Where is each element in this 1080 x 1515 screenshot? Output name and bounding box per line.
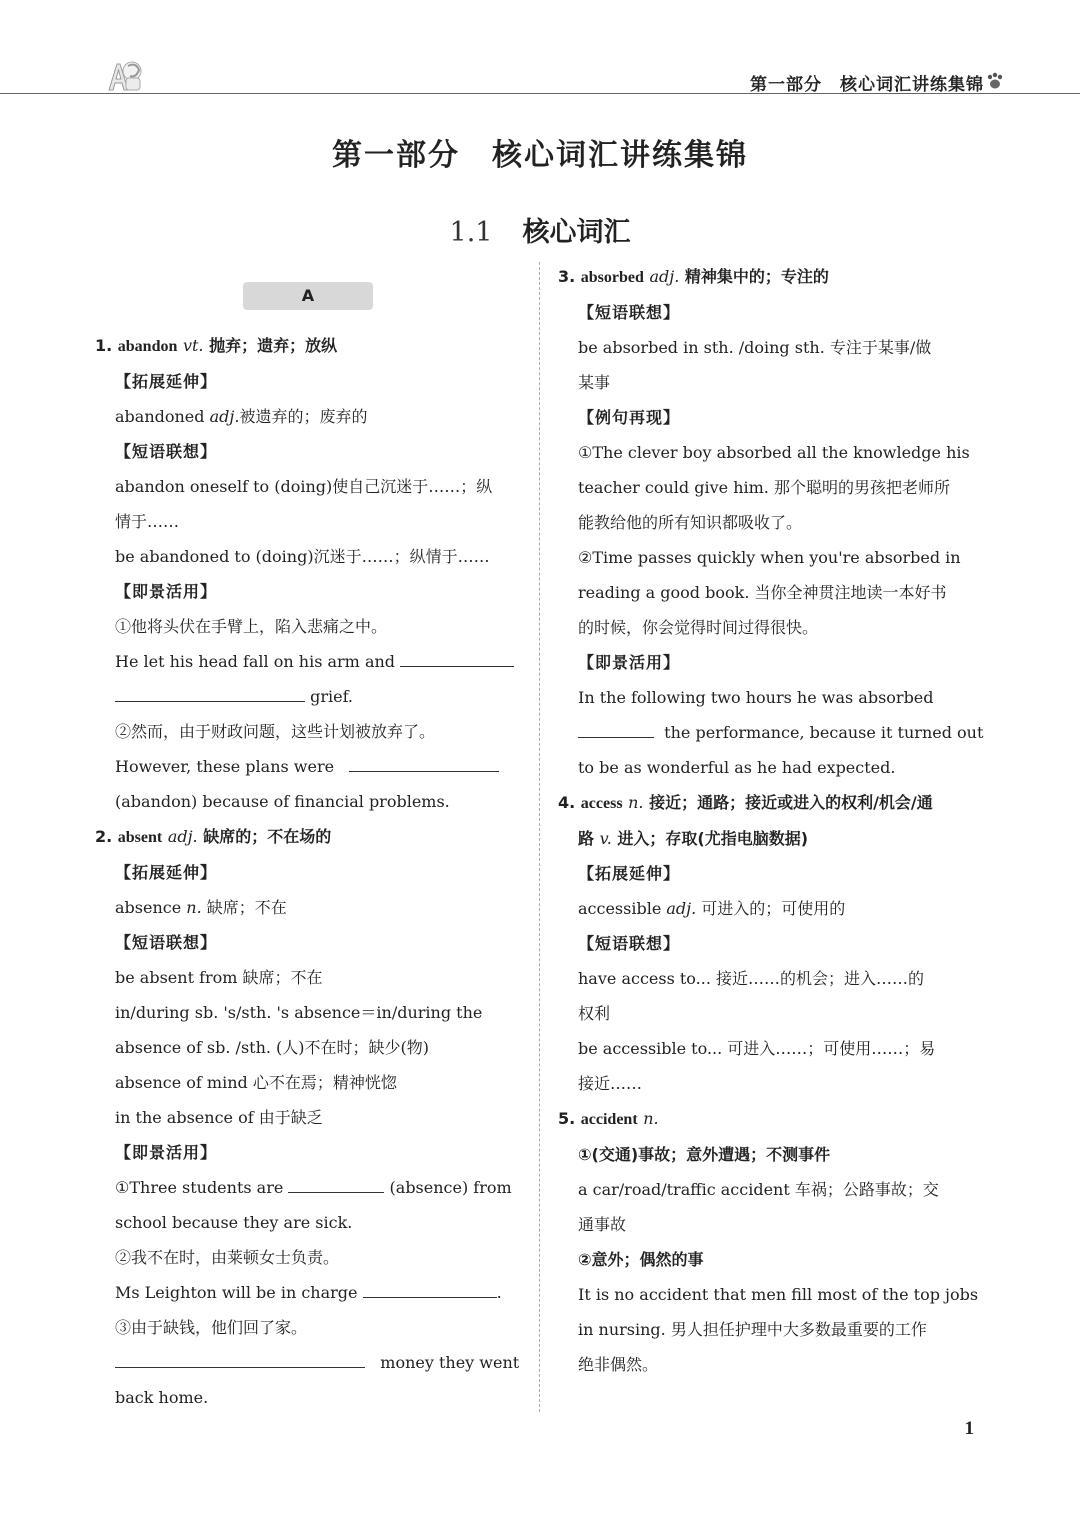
text-line: have access to... 接近……的机会；进入……的 bbox=[578, 969, 925, 988]
text-line: ③由于缺钱，他们回了家。 bbox=[115, 1318, 308, 1337]
header-rule bbox=[0, 93, 1080, 94]
text-line: to be as wonderful as he had expected. bbox=[578, 758, 896, 777]
meaning-line: ①(交通)事故；意外遭遇；不测事件 bbox=[578, 1145, 831, 1164]
entry-heading: 5. accident n. bbox=[558, 1109, 659, 1128]
label-practice: 【即景活用】 bbox=[578, 653, 681, 672]
label-extension: 【拓展延伸】 bbox=[115, 863, 218, 882]
text-line: 绝非偶然。 bbox=[578, 1355, 659, 1374]
exercise-line: However, these plans were bbox=[95, 749, 521, 784]
running-header: 第一部分 核心词汇讲练集锦 bbox=[750, 75, 984, 95]
page-header bbox=[0, 0, 1080, 96]
text-line: a car/road/traffic accident 车祸；公路事故；交 bbox=[578, 1180, 939, 1199]
text-line: 通事故 bbox=[578, 1215, 627, 1234]
text-line: in/during sb. 's/sth. 's absence＝in/during the bbox=[115, 1003, 483, 1022]
label-examples: 【例句再现】 bbox=[578, 408, 681, 427]
label-extension: 【拓展延伸】 bbox=[115, 372, 218, 391]
text-line: teacher could give him. 那个聪明的男孩把老师所 bbox=[578, 478, 950, 497]
meaning-line: ②意外；偶然的事 bbox=[578, 1250, 704, 1269]
text-line: be absorbed in sth. /doing sth. 专注于某事/做 bbox=[578, 338, 932, 357]
entry-heading-cont: 路 v. 进入；存取(尤指电脑数据) bbox=[578, 829, 809, 848]
label-phrases: 【短语联想】 bbox=[578, 303, 681, 322]
section-number: 1.1 bbox=[449, 217, 493, 248]
column-divider bbox=[539, 262, 540, 1412]
text-line: abandoned adj.被遗弃的；废弃的 bbox=[115, 407, 368, 426]
answer-blank[interactable] bbox=[349, 751, 499, 772]
entry-heading: 2. absent adj. 缺席的；不在场的 bbox=[95, 827, 332, 846]
answer-blank[interactable] bbox=[288, 1172, 384, 1193]
left-column bbox=[95, 262, 521, 1415]
exercise-line: the performance, because it turned out bbox=[558, 715, 986, 750]
text-line: accessible adj. 可进入的；可使用的 bbox=[578, 899, 846, 918]
text-line: 接近…… bbox=[578, 1074, 643, 1093]
text-line: 情于…… bbox=[115, 512, 180, 531]
text-line: 能教给他的所有知识都吸收了。 bbox=[578, 513, 803, 532]
text-line: absence of sb. /sth. (人)不在时；缺少(物) bbox=[115, 1038, 430, 1057]
section-name: 核心词汇 bbox=[522, 217, 631, 248]
answer-blank[interactable] bbox=[400, 646, 514, 667]
text-line: 的时候，你会觉得时间过得很快。 bbox=[578, 618, 819, 637]
entry-heading: 3. absorbed adj. 精神集中的；专注的 bbox=[558, 267, 829, 286]
text-line: absence n. 缺席；不在 bbox=[115, 898, 287, 917]
entry-heading: 1. abandon vt. 抛弃；遗弃；放纵 bbox=[95, 336, 338, 355]
text-line: back home. bbox=[115, 1388, 209, 1407]
label-extension: 【拓展延伸】 bbox=[578, 864, 681, 883]
exercise-line: He let his head fall on his arm and bbox=[95, 644, 521, 679]
label-phrases: 【短语联想】 bbox=[115, 442, 218, 461]
text-line: reading a good book. 当你全神贯注地读一本好书 bbox=[578, 583, 947, 602]
answer-blank[interactable] bbox=[363, 1277, 497, 1298]
abc-logo-icon bbox=[106, 58, 144, 92]
page-number: 1 bbox=[964, 1418, 974, 1439]
part-name: 核心词汇讲练集锦 bbox=[492, 138, 748, 173]
part-label: 第一部分 bbox=[332, 138, 460, 173]
text-line: in nursing. 男人担任护理中大多数最重要的工作 bbox=[578, 1320, 927, 1339]
answer-blank[interactable] bbox=[115, 681, 305, 702]
text-line: in the absence of 由于缺乏 bbox=[115, 1108, 323, 1127]
text-line: ②我不在时，由莱顿女士负责。 bbox=[115, 1248, 340, 1267]
page-title bbox=[0, 130, 1080, 174]
text-line: be accessible to... 可进入……；可使用……；易 bbox=[578, 1039, 936, 1058]
text-line: 权利 bbox=[578, 1004, 611, 1023]
text-line: (abandon) because of financial problems. bbox=[115, 792, 450, 811]
letter-heading: A bbox=[243, 282, 373, 310]
text-line: 某事 bbox=[578, 373, 611, 392]
answer-blank[interactable] bbox=[578, 717, 654, 738]
text-line: abandon oneself to (doing)使自己沉迷于……；纵 bbox=[115, 477, 493, 496]
exercise-line: ①Three students are (absence) from bbox=[95, 1170, 521, 1205]
text-line: school because they are sick. bbox=[115, 1213, 353, 1232]
exercise-line: money they went bbox=[95, 1345, 521, 1380]
exercise-line: grief. bbox=[95, 679, 521, 714]
text-line: be abandoned to (doing)沉迷于……；纵情于…… bbox=[115, 547, 490, 566]
label-practice: 【即景活用】 bbox=[115, 1143, 218, 1162]
text-line: It is no accident that men fill most of the top jobs bbox=[578, 1285, 979, 1304]
exercise-line: Ms Leighton will be in charge . bbox=[95, 1275, 521, 1310]
paw-print-icon bbox=[986, 72, 1004, 90]
text-line: absence of mind 心不在焉；精神恍惚 bbox=[115, 1073, 397, 1092]
label-phrases: 【短语联想】 bbox=[578, 934, 681, 953]
section-title bbox=[0, 210, 1080, 249]
label-practice: 【即景活用】 bbox=[115, 582, 218, 601]
label-phrases: 【短语联想】 bbox=[115, 933, 218, 952]
text-line: ②Time passes quickly when you're absorbed in bbox=[578, 548, 961, 567]
right-column bbox=[558, 262, 986, 1382]
text-line: be absent from 缺席；不在 bbox=[115, 968, 323, 987]
text-line: ①The clever boy absorbed all the knowledge his bbox=[578, 443, 970, 462]
entry-heading: 4. access n. 接近；通路；接近或进入的权利/机会/通 bbox=[558, 793, 933, 812]
answer-blank[interactable] bbox=[115, 1347, 365, 1368]
text-line: ①他将头伏在手臂上，陷入悲痛之中。 bbox=[115, 617, 388, 636]
text-line: ②然而，由于财政问题，这些计划被放弃了。 bbox=[115, 722, 436, 741]
text-line: In the following two hours he was absorbed bbox=[578, 688, 934, 707]
